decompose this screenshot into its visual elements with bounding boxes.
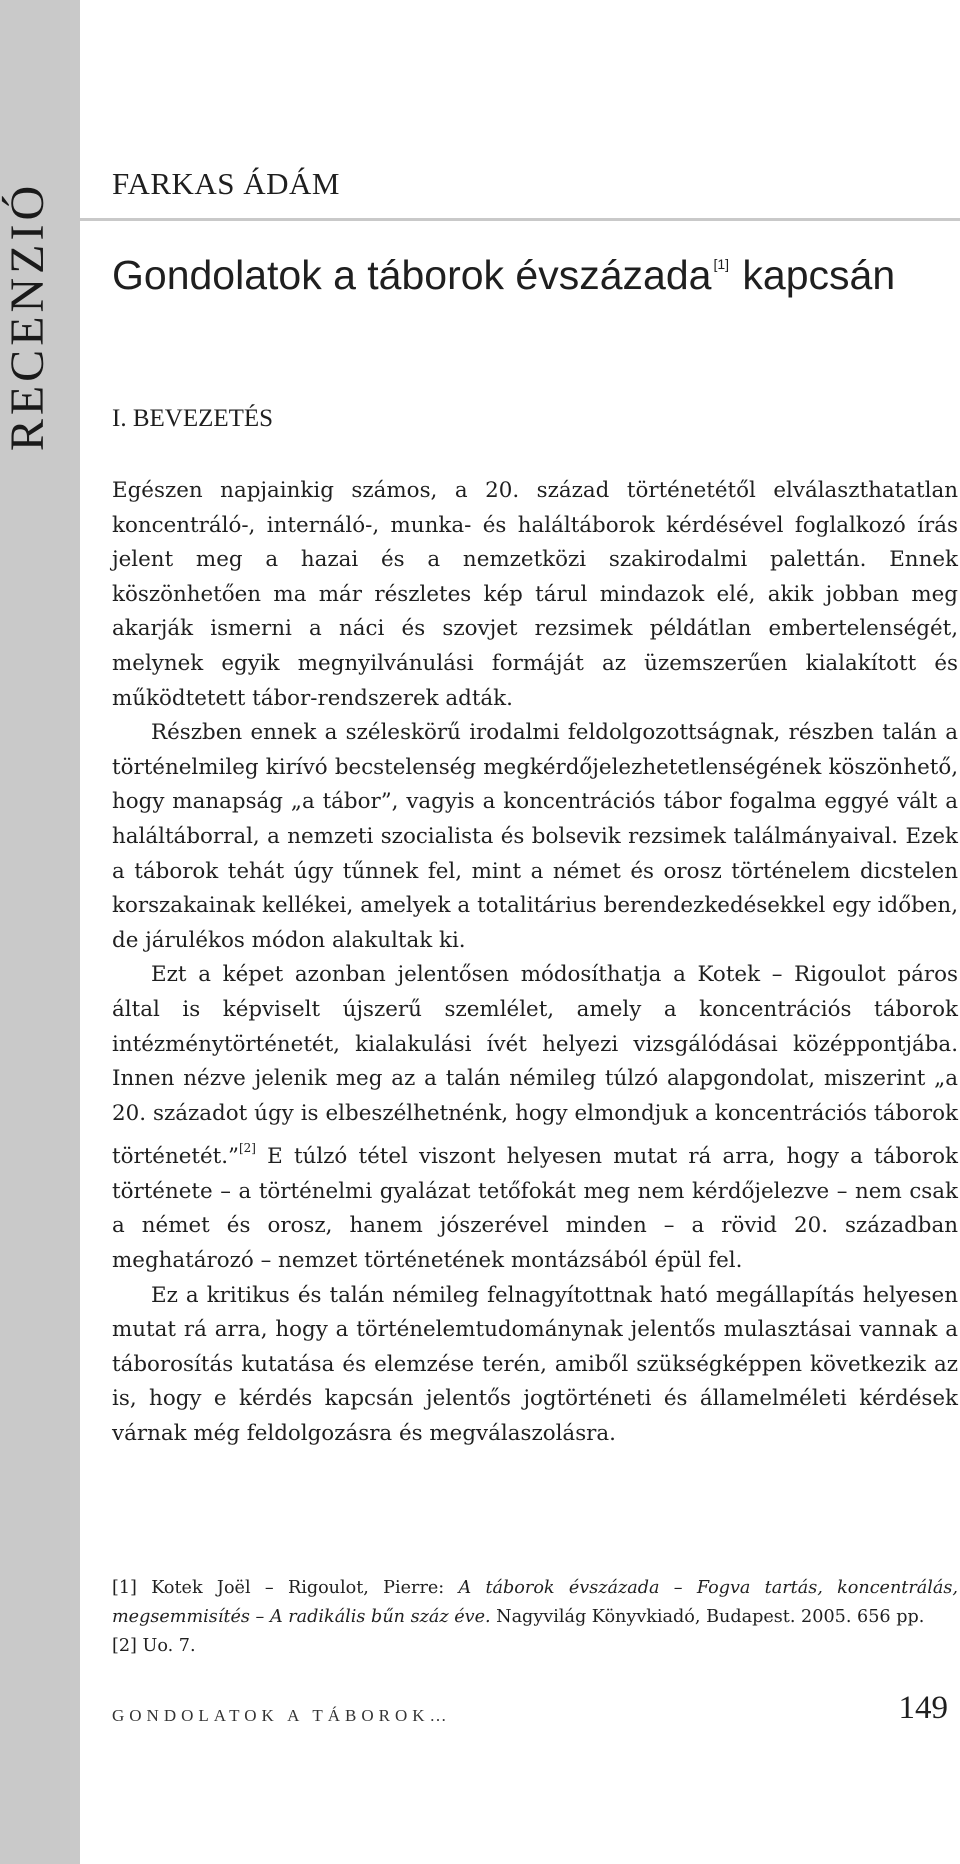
title-footnote-ref: [1] <box>713 256 730 272</box>
title-main: Gondolatok a táborok évszázada <box>112 252 712 298</box>
footnote-2: [2] Uo. 7. <box>112 1636 196 1656</box>
footnote-ref-2: [2] <box>238 1141 256 1156</box>
paragraph-3-text-a: Ezt a képet azonban jelentősen módosíthatja a Kotek – Rigoulot páros által is képviselt újszerű szemlélet, amely a koncentrációs táborok intézménytörténetét, kialakulási ívét helyezi vizsgálódásai középpontjába. Innen nézve jelenik meg az a talán némileg túlzó alapgondolat, miszerint „a 20. századot úgy is elbeszélhetnénk, hogy elmondjuk a koncentrációs táborok történetét.” <box>112 962 958 1170</box>
author-name: FARKAS ÁDÁM <box>112 166 340 201</box>
page-number: 149 <box>898 1690 948 1726</box>
paragraph-4: Ez a kritikus és talán némileg felnagyítottnak ható megállapítás helyesen mutat rá arra, hogy a történelemtudománynak jelentős mulasztásai vannak a táborosítás kutatása és elemzése terén, amiből szükségképpen következik az is, hogy e kérdés kapcsán jelentős jogtörténeti és államelméleti kérdések várnak még feldolgozásra és megválaszolásra. <box>112 1282 958 1447</box>
side-margin-band <box>0 0 80 1864</box>
footnotes <box>112 1574 958 1661</box>
section-label-text: RECENZIÓ <box>1 181 55 451</box>
footnote-1-suffix: Nagyvilág Könyvkiadó, Budapest. 2005. 656 pp. <box>490 1607 925 1627</box>
footnote-1-prefix: [1] Kotek Joël – Rigoulot, Pierre: <box>112 1578 459 1598</box>
footnote-1-title: A táborok évszázada – Fogva tartás, koncentrálás, megsemmisítés – A radikális bűn száz éve. <box>112 1578 959 1627</box>
header-divider <box>80 218 960 221</box>
footnote-1 <box>112 1574 958 1632</box>
section-label <box>1 171 55 461</box>
paragraph-1: Egészen napjainkig számos, a 20. század történetétől elválaszthatatlan koncentráló-, internáló-, munka- és haláltáborok kérdésével foglalkozó írás jelent meg a hazai és a nemzetközi szakirodalmi palettán. Ennek köszönhetően ma már részletes kép tárul mindazok elé, akik jobban meg akarják ismerni a náci és szovjet rezsimek példátlan embertelenségét, melynek egyik megnyilvánulási formáját az üzemszerűen kialakított és működtetett tábor-rendszerek adták. <box>112 478 958 711</box>
paragraph-3 <box>112 958 958 1278</box>
paragraph-3-text-b: E túlzó tétel viszont helyesen mutat rá arra, hogy a táborok története – a történelmi gyalázat tetőfokát meg nem kérdőjelezve – nem csak a német és orosz, hanem jószerével minden – a rövid 20. században meghatározó – nemzet történetének montázsából épül fel. <box>112 1144 958 1274</box>
title-suffix: kapcsán <box>731 252 896 298</box>
article-title <box>112 252 895 299</box>
article-body <box>112 474 958 1452</box>
running-head: GONDOLATOK A TÁBOROK… <box>112 1706 452 1725</box>
section-heading: I. BEVEZETÉS <box>112 405 274 432</box>
paragraph-2: Részben ennek a széleskörű irodalmi feldolgozottságnak, részben talán a történelmileg kirívó becstelenség megkérdőjelezhetetlenségének köszönhető, hogy manapság „a tábor”, vagyis a koncentrációs tábor fogalma eggyé vált a haláltáborral, a nemzeti szocialista és bolsevik rezsimek találmányaival. Ezek a táborok tehát úgy tűnnek fel, mint a német és orosz történelem dicstelen korszakainak kellékei, amelyek a totalitárius berendezkedésekkel egy időben, de járulékos módon alakultak ki. <box>112 720 958 953</box>
